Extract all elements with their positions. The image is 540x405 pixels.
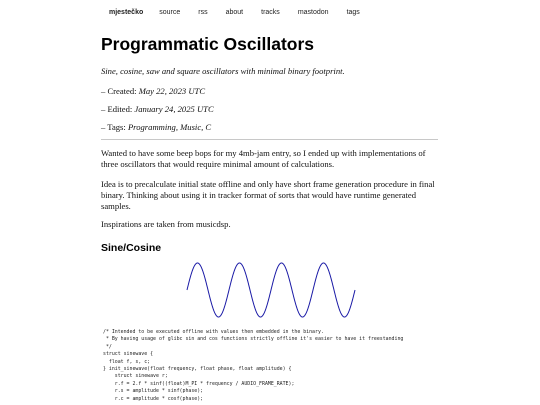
nav-item-mastodon[interactable]: mastodon — [297, 9, 329, 16]
created-line — [101, 86, 205, 97]
code-block: /* Intended to be executed offline with values then embedded in the binary. * By having usage of glibc sin and cos functions strictly offline it's easier to have it freestanding */ struct sinewave { float f, s, c; } init_sinewave(float frequency, float phase, float amplitude) { struct sinewave r; r.f = 2.f * sinf((float)M_PI * frequency / AUDIO_FRAME_RATE); r.s = amplitude * sinf(phase); r.c = amplitude * cosf(phase); — [103, 329, 404, 402]
created-label: – Created: — [101, 86, 139, 96]
nav-brand-link[interactable]: mjestečko — [109, 9, 144, 16]
sine-wave-line — [187, 263, 355, 317]
nav-item-tracks[interactable]: tracks — [261, 9, 280, 16]
tags-line — [101, 122, 211, 133]
nav-item-tags[interactable]: tags — [346, 9, 360, 16]
section-heading-sine-cosine: Sine/Cosine — [101, 242, 162, 254]
edited-date: January 24, 2025 UTC — [134, 104, 214, 114]
idea-paragraph: Idea is to precalculate initial state offline and only have short frame generation procedure in final binary. Thinking about using it in tracker format of sorts that would have runtime generated samples. — [101, 179, 435, 211]
divider — [101, 139, 438, 140]
tags-label: – Tags: — [101, 122, 128, 132]
article-subtitle: Sine, cosine, saw and square oscillators with minimal binary footprint. — [101, 66, 345, 76]
inspiration-paragraph: Inspirations are taken from musicdsp. — [101, 219, 231, 229]
intro-paragraph: Wanted to have some beep bops for my 4mb-jam entry, so I ended up with implementations of three oscillators that would require minimal amount of calculations. — [101, 148, 426, 169]
created-date: May 22, 2023 UTC — [138, 86, 206, 96]
sine-wave-plot — [183, 259, 359, 321]
edited-line — [101, 104, 214, 115]
nav-item-rss[interactable]: rss — [198, 9, 208, 16]
tags-list: Programming, Music, C — [127, 122, 212, 132]
nav-item-source[interactable]: source — [159, 9, 181, 16]
top-nav — [109, 9, 378, 16]
nav-item-about[interactable]: about — [225, 9, 244, 16]
edited-label: – Edited: — [101, 104, 135, 114]
page-title: Programmatic Oscillators — [101, 34, 314, 54]
